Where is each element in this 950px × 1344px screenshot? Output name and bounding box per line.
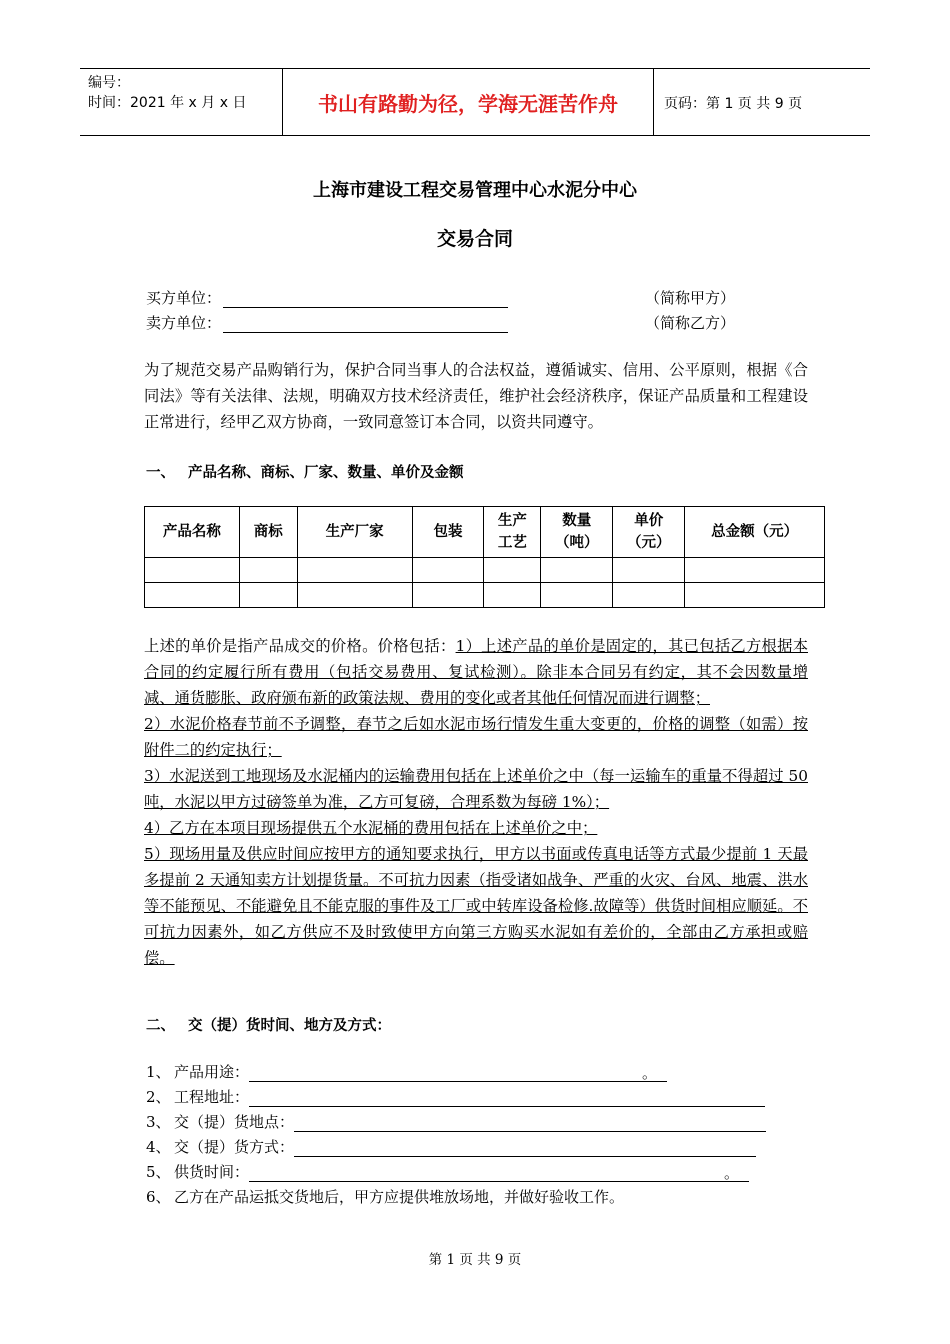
col-packaging: 包装 <box>412 507 484 558</box>
table-cell[interactable] <box>239 583 297 608</box>
section-2-title: 交（提）货时间、地方及方式： <box>188 1018 391 1034</box>
table-cell[interactable] <box>145 558 240 583</box>
table-cell[interactable] <box>239 558 297 583</box>
price-item-5: 5）现场用量及供应时间应按甲方的通知要求执行，甲方以书面或传真电话等方式最少提前 1 天最多提前 2 天通知卖方计划提货量。不可抗力因素（指受诸如战争、严重的火灾、台风、地震、洪水等不能预见、不能避免且不能克服的事件及工厂或中转库设备检修.故障等）供货时间相应顺延。不可抗力因素外，如乙方供应不及时致使甲方向第三方购买水泥如有差价的，全部由乙方承担或赔偿。 <box>144 845 808 967</box>
table-cell[interactable] <box>541 558 613 583</box>
delivery-item <box>146 1086 765 1107</box>
table-cell[interactable] <box>145 583 240 608</box>
table-cell[interactable] <box>613 583 685 608</box>
header-motto: 书山有路勤为径，学海无涯苦作舟 <box>282 68 654 136</box>
delivery-item <box>146 1061 667 1082</box>
delivery-location-label: 交（提）货地点： <box>174 1113 295 1131</box>
table-row <box>145 583 825 608</box>
col-quantity: 数量 （吨） <box>541 507 613 558</box>
col-trademark: 商标 <box>239 507 297 558</box>
price-item-1: 1）上述产品的单价是固定的，其已包括乙方根据本合同的约定履行所有费用（包括交易费用、复试检测）。除非本合同另有约定，其不会因数量增减、通货膨胀、政府颁布新的政策法规、费用的变化或者其他任何情况而进行调整； <box>144 637 808 707</box>
table-cell[interactable] <box>412 558 484 583</box>
section-2-heading <box>146 1014 391 1035</box>
col-product-name: 产品名称 <box>145 507 240 558</box>
blank-end-mark: 。 <box>724 1164 740 1182</box>
blank-end-mark: 。 <box>642 1064 658 1082</box>
item-number: 6、 <box>146 1188 171 1206</box>
delivery-method-blank[interactable] <box>294 1140 756 1157</box>
product-use-label: 产品用途： <box>174 1063 250 1081</box>
doc-time-label: 时间：2021 年 x 月 x 日 <box>88 95 247 111</box>
page-header <box>80 68 870 136</box>
price-clause <box>144 633 808 971</box>
table-cell[interactable] <box>541 583 613 608</box>
table-row <box>145 558 825 583</box>
document-subtitle: 交易合同 <box>436 228 513 250</box>
price-item-2: 2）水泥价格春节前不予调整，春节之后如水泥市场行情发生重大变更的，价格的调整（如需）按附件二的约定执行； <box>144 715 808 759</box>
price-item-3: 3）水泥送到工地现场及水泥桶内的运输费用包括在上述单价之中（每一运输车的重量不得超过 50 吨，水泥以甲方过磅签单为准，乙方可复磅，合理系数为每磅 1%）； <box>144 767 808 811</box>
buyer-row <box>146 287 508 308</box>
item-number: 4、 <box>146 1138 171 1156</box>
project-address-label: 工程地址： <box>174 1088 250 1106</box>
delivery-method-label: 交（提）货方式： <box>174 1138 295 1156</box>
seller-blank <box>223 318 508 333</box>
item-number: 5、 <box>146 1163 171 1181</box>
header-left <box>88 73 246 113</box>
supply-time-label: 供货时间： <box>174 1163 250 1181</box>
section-2-number: 二、 <box>146 1018 175 1034</box>
col-total-amount: 总金额（元） <box>685 507 825 558</box>
section-1-heading <box>146 461 464 482</box>
page-footer: 第 1 页 共 9 页 <box>428 1252 522 1268</box>
product-table <box>144 506 825 608</box>
product-use-blank[interactable] <box>249 1065 667 1082</box>
item-number: 3、 <box>146 1113 171 1131</box>
intro-paragraph: 为了规范交易产品购销行为，保护合同当事人的合法权益，遵循诚实、信用、公平原则，根据《合同法》等有关法律、法规，明确双方技术经济责任，维护社会经济秩序，保证产品质量和工程建设正常进行，经甲乙双方协商，一致同意签订本合同，以资共同遵守。 <box>144 361 808 431</box>
item-number: 1、 <box>146 1063 171 1081</box>
doc-number-label: 编号： <box>88 75 130 91</box>
table-cell[interactable] <box>484 583 541 608</box>
price-item-4: 4）乙方在本项目现场提供五个水泥桶的费用包括在上述单价之中； <box>144 819 598 837</box>
col-unit-price: 单价 （元） <box>613 507 685 558</box>
table-cell[interactable] <box>685 558 825 583</box>
delivery-item <box>146 1111 766 1132</box>
table-cell[interactable] <box>685 583 825 608</box>
price-clause-lead: 上述的单价是指产品成交的价格。价格包括： <box>144 637 456 655</box>
seller-label: 卖方单位： <box>146 314 222 332</box>
col-manufacturer: 生产厂家 <box>297 507 412 558</box>
project-address-blank[interactable] <box>249 1090 765 1107</box>
acceptance-text: 乙方在产品运抵交货地后，甲方应提供堆放场地，并做好验收工作。 <box>174 1188 625 1206</box>
delivery-item <box>146 1136 756 1157</box>
table-cell[interactable] <box>297 583 412 608</box>
table-header-row <box>145 507 825 558</box>
table-cell[interactable] <box>613 558 685 583</box>
supply-time-blank[interactable] <box>249 1165 749 1182</box>
item-number: 2、 <box>146 1088 171 1106</box>
buyer-blank <box>223 293 508 308</box>
buyer-label: 买方单位： <box>146 289 222 307</box>
col-process: 生产 工艺 <box>484 507 541 558</box>
document-title: 上海市建设工程交易管理中心水泥分中心 <box>313 180 637 201</box>
delivery-item <box>146 1186 624 1207</box>
table-cell[interactable] <box>412 583 484 608</box>
delivery-location-blank[interactable] <box>294 1115 766 1132</box>
buyer-abbr: （简称甲方） <box>645 289 736 307</box>
seller-abbr: （简称乙方） <box>645 314 736 332</box>
delivery-item <box>146 1161 749 1182</box>
seller-row <box>146 312 508 333</box>
header-page-info: 页码：第 1 页 共 9 页 <box>664 96 803 112</box>
section-1-number: 一、 <box>146 465 175 481</box>
section-1-title: 产品名称、商标、厂家、数量、单价及金额 <box>188 465 464 481</box>
table-cell[interactable] <box>484 558 541 583</box>
table-cell[interactable] <box>297 558 412 583</box>
